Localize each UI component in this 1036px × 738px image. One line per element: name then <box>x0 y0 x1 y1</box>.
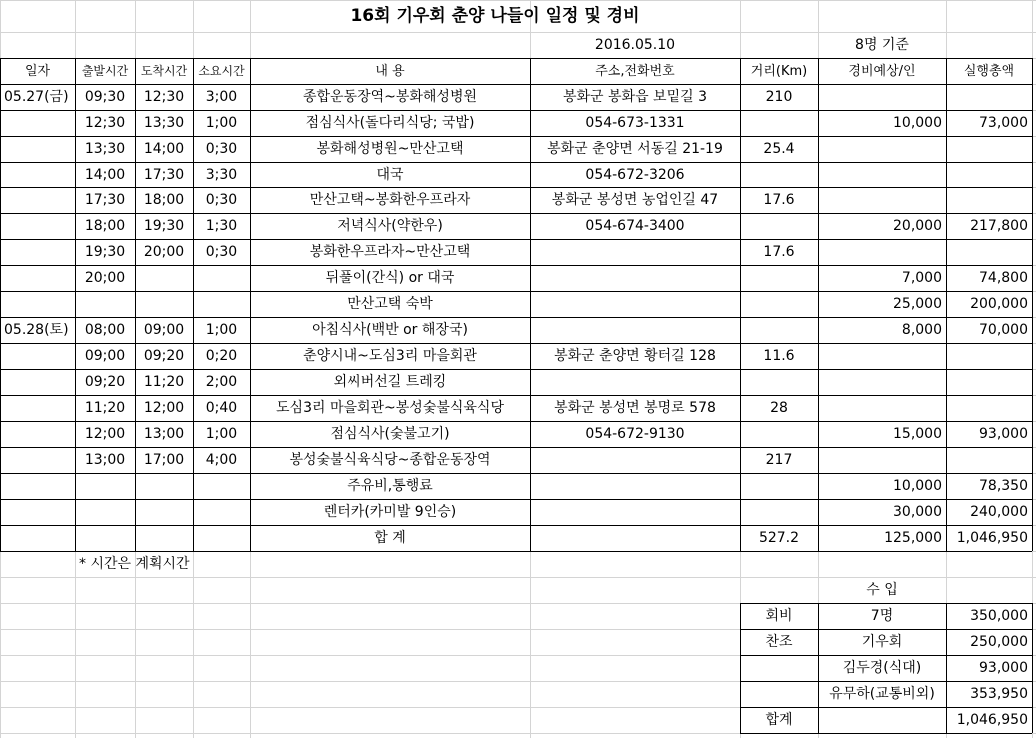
row-cell-arrive: 14;00 <box>143 141 185 157</box>
row-cell-content: 춘양시내~도심3리 마을회관 <box>303 348 477 364</box>
income-label <box>740 655 818 681</box>
row-cell-address <box>530 447 740 473</box>
row-cell-address <box>530 525 740 551</box>
row-cell-actual: 78,350 <box>979 478 1028 494</box>
row-cell-arrive <box>135 473 193 499</box>
row-cell-duration: 4;00 <box>205 452 238 468</box>
row-cell-budget <box>818 447 946 473</box>
row-cell-distance <box>740 421 818 447</box>
row-cell-day <box>0 213 75 239</box>
row-cell-day <box>0 525 75 551</box>
header-address: 주소,전화번호 <box>595 63 675 79</box>
row-cell-arrive: 17;00 <box>143 452 185 468</box>
row-cell-depart: 18;00 <box>84 218 126 234</box>
income-amount: 250,000 <box>970 634 1028 650</box>
row-cell-depart <box>75 291 135 317</box>
row-cell-distance <box>740 110 818 136</box>
row-cell-depart: 19;30 <box>84 244 126 260</box>
income-detail: 김두경(식대) <box>842 660 922 676</box>
row-cell-content: 봉성숯불식육식당~종합운동장역 <box>289 452 491 468</box>
row-cell-address: 봉화군 봉화읍 보밑길 3 <box>563 89 707 105</box>
row-cell-address <box>530 473 740 499</box>
row-cell-address: 054-673-1331 <box>585 115 685 131</box>
row-cell-day <box>0 110 75 136</box>
row-cell-duration: 1;00 <box>205 322 238 338</box>
row-cell-duration: 0;30 <box>205 192 238 208</box>
row-cell-actual: 240,000 <box>970 504 1028 520</box>
row-cell-day <box>0 239 75 265</box>
row-cell-content: 봉화해성병원~만산고택 <box>316 141 464 157</box>
income-label: 찬조 <box>765 634 793 650</box>
row-cell-actual <box>946 84 1032 110</box>
row-cell-actual: 70,000 <box>979 322 1028 338</box>
row-cell-content: 대국 <box>376 166 404 183</box>
row-cell-arrive <box>135 525 193 551</box>
basis-note: 8명 기준 <box>855 37 909 53</box>
header-actual: 실행총액 <box>963 63 1015 79</box>
row-cell-arrive <box>135 499 193 525</box>
header-depart: 출발시간 <box>81 64 129 78</box>
row-cell-budget <box>818 84 946 110</box>
income-amount: 1,046,950 <box>956 712 1028 728</box>
income-detail <box>818 707 946 733</box>
row-cell-day <box>0 369 75 395</box>
row-cell-address <box>530 499 740 525</box>
row-cell-arrive: 09;20 <box>143 348 185 364</box>
row-cell-distance <box>740 499 818 525</box>
row-cell-budget: 7,000 <box>901 270 942 286</box>
row-cell-duration <box>193 291 250 317</box>
row-cell-content: 점심식사(숯불고기) <box>330 426 450 442</box>
row-cell-duration: 1;00 <box>205 115 238 131</box>
row-cell-content: 저녁식사(약한우) <box>337 218 443 234</box>
row-cell-actual: 1,046,950 <box>956 530 1028 546</box>
row-cell-duration: 2;00 <box>205 374 238 390</box>
row-cell-budget <box>818 136 946 162</box>
row-cell-day <box>0 421 75 447</box>
income-detail: 7명 <box>870 608 894 624</box>
row-cell-depart: 17;30 <box>84 192 126 208</box>
row-cell-budget <box>818 162 946 187</box>
row-cell-arrive: 11;20 <box>143 374 185 390</box>
row-cell-budget: 10,000 <box>893 478 942 494</box>
row-cell-content: 봉화한우프라자~만산고택 <box>309 244 471 260</box>
header-content: 내 용 <box>375 63 405 79</box>
row-cell-actual <box>946 136 1032 162</box>
row-cell-day <box>0 187 75 213</box>
row-cell-actual <box>946 162 1032 187</box>
row-cell-budget <box>818 187 946 213</box>
row-cell-actual <box>946 343 1032 369</box>
row-cell-content: 도심3리 마을회관~봉성숯불식육식당 <box>276 400 504 416</box>
row-cell-address <box>530 291 740 317</box>
row-cell-day: 05.28(토) <box>4 322 69 338</box>
row-cell-content: 만산고택 숙박 <box>347 296 433 312</box>
row-cell-duration: 0;30 <box>205 141 238 157</box>
row-cell-distance <box>740 162 818 187</box>
income-detail: 기우회 <box>861 634 903 650</box>
row-cell-duration <box>193 473 250 499</box>
row-cell-address <box>530 369 740 395</box>
row-cell-budget: 30,000 <box>893 504 942 520</box>
row-cell-arrive: 18;00 <box>143 192 185 208</box>
row-cell-content: 렌터카(카미발 9인승) <box>323 504 457 520</box>
row-cell-actual: 74,800 <box>979 270 1028 286</box>
row-cell-budget <box>818 369 946 395</box>
header-arrive: 도착시간 <box>140 64 188 78</box>
row-cell-budget: 10,000 <box>893 115 942 131</box>
row-cell-arrive: 12;00 <box>143 400 185 416</box>
row-cell-distance <box>740 369 818 395</box>
row-cell-distance <box>740 265 818 291</box>
row-cell-budget <box>818 343 946 369</box>
row-cell-depart: 14;00 <box>84 166 126 183</box>
sheet-title: 16회 기우회 춘양 나들이 일정 및 경비 <box>350 5 640 26</box>
row-cell-address: 봉화군 봉성면 봉명로 578 <box>554 400 716 416</box>
row-cell-duration: 0;20 <box>205 348 238 364</box>
row-cell-address: 054-672-3206 <box>585 166 685 183</box>
row-cell-address: 054-672-9130 <box>585 426 685 442</box>
row-cell-actual <box>946 395 1032 421</box>
row-cell-distance <box>740 213 818 239</box>
row-cell-actual: 73,000 <box>979 115 1028 131</box>
row-cell-budget: 125,000 <box>884 530 942 546</box>
row-cell-duration: 3;00 <box>205 89 238 105</box>
row-cell-distance: 527.2 <box>758 530 800 546</box>
row-cell-arrive: 09;00 <box>143 322 185 338</box>
row-cell-distance: 25.4 <box>763 141 795 157</box>
row-cell-address: 봉화군 춘양면 서동길 21-19 <box>547 141 723 157</box>
row-cell-budget: 20,000 <box>893 218 942 234</box>
row-cell-address <box>530 265 740 291</box>
row-cell-content: 뒤풀이(간식) or 대국 <box>325 270 455 286</box>
row-cell-duration: 1;30 <box>205 218 238 234</box>
row-cell-content: 종합운동장역~봉화해성병원 <box>302 89 478 105</box>
row-cell-actual <box>946 187 1032 213</box>
header-day: 일자 <box>24 63 51 79</box>
row-cell-actual <box>946 369 1032 395</box>
income-label <box>740 681 818 707</box>
row-cell-arrive: 17;30 <box>143 166 185 183</box>
row-cell-content: 외씨버선길 트레킹 <box>333 374 447 390</box>
row-cell-day <box>0 291 75 317</box>
row-cell-depart <box>75 525 135 551</box>
row-cell-duration <box>193 265 250 291</box>
row-cell-arrive <box>135 265 193 291</box>
row-cell-address: 봉화군 봉성면 농업인길 47 <box>551 192 719 208</box>
row-cell-depart: 09;00 <box>84 348 126 364</box>
header-distance: 거리(Km) <box>750 63 808 79</box>
doc-date: 2016.05.10 <box>594 37 676 53</box>
row-cell-budget: 15,000 <box>893 426 942 442</box>
row-cell-arrive: 20;00 <box>143 244 185 260</box>
row-cell-arrive: 19;30 <box>143 218 185 234</box>
income-amount: 353,950 <box>970 686 1028 702</box>
header-duration: 소요시간 <box>198 64 245 78</box>
row-cell-budget: 8,000 <box>901 322 942 338</box>
income-title: 수 입 <box>866 582 898 598</box>
row-cell-actual <box>946 239 1032 265</box>
row-cell-budget: 25,000 <box>893 296 942 312</box>
row-cell-content: 아침식사(백반 or 해장국) <box>312 322 468 338</box>
income-label: 합계 <box>765 712 793 728</box>
row-cell-distance <box>740 473 818 499</box>
row-cell-duration <box>193 525 250 551</box>
row-cell-address: 봉화군 춘양면 황터길 128 <box>554 348 716 364</box>
row-cell-budget <box>818 395 946 421</box>
row-cell-address <box>530 317 740 343</box>
row-cell-arrive: 12;30 <box>143 89 185 105</box>
row-cell-distance: 210 <box>765 89 793 105</box>
income-amount: 93,000 <box>979 660 1028 676</box>
row-cell-arrive: 13;30 <box>143 115 185 131</box>
row-cell-depart: 13;30 <box>84 141 126 157</box>
row-cell-content: 합 계 <box>374 530 406 546</box>
row-cell-distance: 17.6 <box>763 244 795 260</box>
row-cell-content: 점심식사(돌다리식당; 국밥) <box>305 115 475 131</box>
row-cell-depart: 13;00 <box>84 452 126 468</box>
row-cell-day <box>0 162 75 187</box>
row-cell-day <box>0 136 75 162</box>
row-cell-depart: 20;00 <box>84 270 126 286</box>
row-cell-address <box>530 239 740 265</box>
row-cell-depart: 12;00 <box>84 426 126 442</box>
row-cell-distance: 17.6 <box>763 192 795 208</box>
row-cell-depart: 09;30 <box>84 89 126 105</box>
income-amount: 350,000 <box>970 608 1028 624</box>
row-cell-duration <box>193 499 250 525</box>
row-cell-duration: 1;00 <box>205 426 238 442</box>
row-cell-day <box>0 473 75 499</box>
row-cell-depart: 08;00 <box>84 322 126 338</box>
row-cell-depart: 11;20 <box>84 400 126 416</box>
row-cell-actual <box>946 447 1032 473</box>
row-cell-day <box>0 395 75 421</box>
row-cell-content: 주유비,통행료 <box>347 478 433 494</box>
row-cell-distance: 11.6 <box>763 348 795 364</box>
row-cell-budget <box>818 239 946 265</box>
row-cell-duration: 0;40 <box>205 400 238 416</box>
row-cell-distance: 217 <box>765 452 793 468</box>
row-cell-actual: 200,000 <box>970 296 1028 312</box>
row-cell-depart <box>75 473 135 499</box>
row-cell-actual: 93,000 <box>979 426 1028 442</box>
row-cell-arrive: 13;00 <box>143 426 185 442</box>
row-cell-distance <box>740 291 818 317</box>
row-cell-distance <box>740 317 818 343</box>
row-cell-depart: 12;30 <box>84 115 126 131</box>
row-cell-actual: 217,800 <box>970 218 1028 234</box>
row-cell-duration: 0;30 <box>205 244 238 260</box>
income-label: 회비 <box>765 608 793 624</box>
row-cell-arrive <box>135 291 193 317</box>
row-cell-day <box>0 447 75 473</box>
row-cell-depart <box>75 499 135 525</box>
income-detail: 유무하(교통비외) <box>829 686 935 702</box>
row-cell-depart: 09;20 <box>84 374 126 390</box>
row-cell-day: 05.27(금) <box>4 89 69 105</box>
row-cell-content: 만산고택~봉화한우프라자 <box>309 192 471 208</box>
row-cell-distance: 28 <box>770 400 788 416</box>
row-cell-day <box>0 343 75 369</box>
row-cell-day <box>0 499 75 525</box>
footnote: * 시간은 계획시간 <box>79 556 190 572</box>
header-budget: 경비예상/인 <box>848 63 916 79</box>
row-cell-address: 054-674-3400 <box>585 218 685 234</box>
row-cell-day <box>0 265 75 291</box>
row-cell-duration: 3;30 <box>205 166 238 183</box>
